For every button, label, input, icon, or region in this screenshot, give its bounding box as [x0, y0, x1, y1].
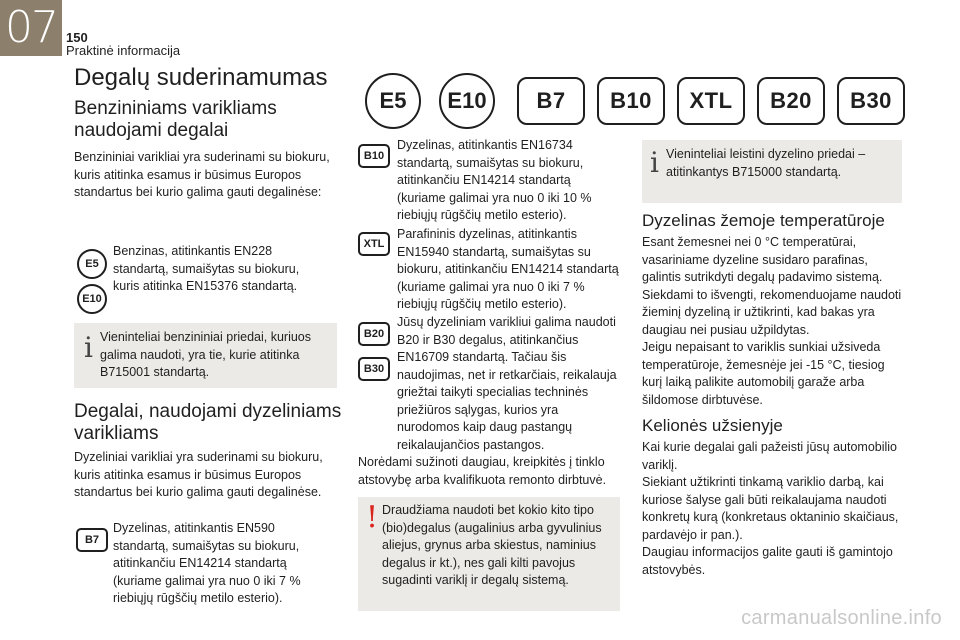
warning-icon: !	[366, 500, 379, 535]
diesel-note-box	[642, 140, 902, 203]
e5-large-badge-icon: E5	[365, 73, 421, 129]
diesel-intro: Dyzeliniai varikliai yra suderinami su biokuru, kuris atitinka esamus ir būsimus Europos standartus bei kurio galima gauti degalinėse.	[74, 450, 323, 499]
b10-badge-icon: B10	[358, 144, 390, 168]
warning-box	[358, 497, 620, 611]
warning-text: Draudžiama naudoti bet kokio kito tipo (bio)degalus (augalinius arba gyvulinius aliejus, grynus arba skiestus, naminius degalus ir kt.), nes gali kilti pavojus sugadinti variklį ir degalų sistemą.	[382, 503, 602, 587]
petrol-intro: Benzininiai varikliai yra suderinami su biokuru, kuris atitinka esamus ir būsimus Europos standartus bei kurio galima gauti degalinėse:	[74, 150, 330, 199]
xtl-large-badge-icon: XTL	[677, 77, 745, 125]
info-icon: i	[650, 146, 659, 179]
page-number: 150	[66, 30, 88, 45]
travel-abroad-heading: Kelionės užsienyje	[642, 416, 783, 435]
travel-abroad-text: Kai kurie degalai gali pažeisti jūsų automobilio variklį. Siekiant užtikrinti tinkamą variklio darbą, kai kuriose šalyse gali būti reikalaujama naudoti konkretų kurą (konkretaus oktaninio skaičiaus, pardavėjo ir pan.). Daugiau informacijos galite gauti iš gamintojo atstovybės.	[642, 440, 899, 577]
b10-text: Dyzelinas, atitinkantis EN16734 standartą, sumaišytas su biokuru, atitinkančiu EN14214 standartą (kuriame galimai yra nuo 0 iki 10 % riebiųjų rūgščių metilo esterio).	[397, 138, 592, 222]
section-name: Praktinė informacija	[66, 43, 181, 58]
e5-badge-icon: E5	[77, 249, 107, 279]
b20-badge-icon: B20	[358, 322, 390, 346]
diesel-heading: Degalai, naudojami dyzeliniams varikliams	[74, 401, 342, 444]
e10-badge-icon: E10	[77, 284, 107, 314]
info-icon: i	[84, 331, 93, 364]
b10-large-badge-icon: B10	[597, 77, 665, 125]
xtl-text: Parafininis dyzelinas, atitinkantis EN15940 standartą, sumaišytas su biokuru, atitinkančiu EN14214 standartą (kuriame galimai yra nuo 0 iki 7 % riebiųjų rūgščių metilo esterio).	[397, 227, 619, 311]
b30-large-badge-icon: B30	[837, 77, 905, 125]
petrol-heading: Benzininiams varikliams naudojami degalai	[74, 98, 277, 141]
petrol-fuel-text: Benzinas, atitinkantis EN228 standartą, sumaišytas su biokuru, kuris atitinka EN15376 standartą.	[113, 244, 300, 293]
diesel-note-text: Vieninteliai leistini dyzelino priedai – atitinkantys B715000 standartą.	[666, 147, 866, 179]
watermark: carmanualsonline.info	[741, 607, 942, 629]
b7-badge-icon: B7	[76, 528, 108, 552]
more-info-text: Norėdami sužinoti daugiau, kreipkitės į tinklo atstovybę arba kvalifikuota remonto dirbtuvė.	[358, 455, 607, 487]
petrol-note-box	[74, 323, 337, 388]
xtl-badge-icon: XTL	[358, 232, 390, 256]
b30-badge-icon: B30	[358, 357, 390, 381]
chapter-number: 07	[0, 0, 62, 56]
cold-weather-heading: Dyzelinas žemoje temperatūroje	[642, 211, 885, 230]
cold-weather-text: Esant žemesnei nei 0 °C temperatūrai, vasariniame dyzeline susidaro parafinas, galintis sutrikdyti degalų padavimo sistemą. Siekdami to išvengti, rekomenduojame naudoti žieminį dyzeliną ir užtikrinti, kad bakas yra daugiau nei pusiau užpildytas. Jeigu nepaisant to variklis sunkiai užsiveda temperatūroje, žemesnėje jei -15 °C, tiesiog kurį laiką palikite automobilį garaže arba šildomose dirbtuvėse.	[642, 235, 902, 407]
petrol-note-text: Vieninteliai benzininiai priedai, kuriuos galima naudoti, yra tie, kurie atitinka B715001 standartą.	[100, 330, 312, 379]
b20-b30-text: Jūsų dyzeliniam varikliui galima naudoti B20 ir B30 degalus, atitinkančius EN16709 standartą. Tačiau šis naudojimas, net ir retkarčiais, reikalauja griežtai taikyti specialias techninės priežiūros sąlygas, kurios yra nurodomos kaip daug pastangų reikalaujančios pastangos.	[397, 315, 617, 452]
page-title: Degalų suderinamumas	[74, 64, 328, 91]
b20-large-badge-icon: B20	[757, 77, 825, 125]
b7-text: Dyzelinas, atitinkantis EN590 standartą, sumaišytas su biokuru, atitinkančiu EN14214 standartą (kuriame galimai yra nuo 0 iki 7 % riebiųjų rūgščių metilo esterio).	[113, 521, 301, 605]
e10-large-badge-icon: E10	[439, 73, 495, 129]
b7-large-badge-icon: B7	[517, 77, 585, 125]
